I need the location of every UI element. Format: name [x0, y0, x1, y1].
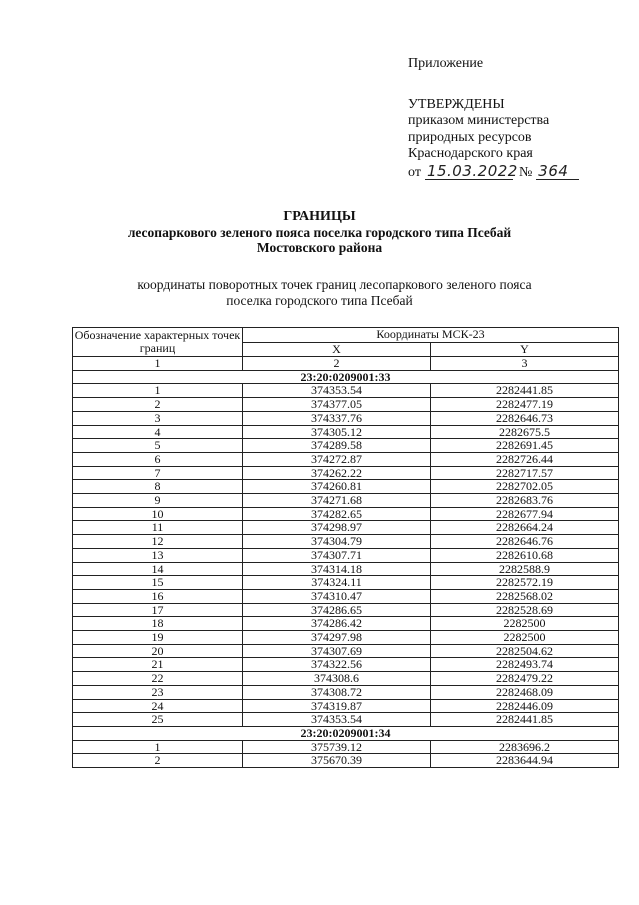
table-row	[73, 576, 619, 590]
table-row	[73, 740, 619, 754]
from-label: от	[408, 164, 421, 180]
x-coordinate-cell: 374314.18	[243, 562, 431, 576]
point-number-cell: 7	[73, 466, 243, 480]
point-number-cell: 20	[73, 644, 243, 658]
column-number: 2	[243, 357, 431, 371]
y-coordinate-cell: 2282572.19	[431, 576, 619, 590]
point-number-cell: 8	[73, 480, 243, 494]
point-number-cell: 2	[73, 754, 243, 768]
y-coordinate-cell: 2282568.02	[431, 589, 619, 603]
x-coordinate-cell: 374353.54	[243, 713, 431, 727]
table-row	[73, 411, 619, 425]
header-coordinates: Координаты МСК-23	[243, 328, 619, 343]
y-coordinate-cell: 2282677.94	[431, 507, 619, 521]
table-row	[73, 494, 619, 508]
y-coordinate-cell: 2282646.76	[431, 535, 619, 549]
document-subtitle	[0, 277, 639, 309]
x-coordinate-cell: 374289.58	[243, 439, 431, 453]
table-row	[73, 452, 619, 466]
header-x: X	[243, 342, 431, 357]
table-row	[73, 754, 619, 768]
header-row	[73, 328, 619, 343]
table-row	[73, 439, 619, 453]
y-coordinate-cell: 2282500	[431, 617, 619, 631]
x-coordinate-cell: 374307.69	[243, 644, 431, 658]
y-coordinate-cell: 2282717.57	[431, 466, 619, 480]
point-number-cell: 3	[73, 411, 243, 425]
x-coordinate-cell: 374297.98	[243, 631, 431, 645]
x-coordinate-cell: 374308.6	[243, 672, 431, 686]
point-number-cell: 19	[73, 631, 243, 645]
y-coordinate-cell: 2282726.44	[431, 452, 619, 466]
x-coordinate-cell: 374298.97	[243, 521, 431, 535]
y-coordinate-cell: 2282588.9	[431, 562, 619, 576]
x-coordinate-cell: 374319.87	[243, 699, 431, 713]
table-row	[73, 658, 619, 672]
y-coordinate-cell: 2282610.68	[431, 548, 619, 562]
coordinates-table	[72, 327, 619, 768]
order-line-1: приказом министерства	[408, 113, 550, 128]
point-number-cell: 15	[73, 576, 243, 590]
x-coordinate-cell: 374307.71	[243, 548, 431, 562]
point-number-cell: 18	[73, 617, 243, 631]
order-date: 15.03.2022	[426, 161, 518, 180]
y-coordinate-cell: 2282664.24	[431, 521, 619, 535]
table-row	[73, 631, 619, 645]
table-row	[73, 562, 619, 576]
y-coordinate-cell: 2282504.62	[431, 644, 619, 658]
x-coordinate-cell: 374286.42	[243, 617, 431, 631]
order-number: 364	[536, 163, 579, 181]
document-title	[0, 209, 639, 256]
column-number-row	[73, 357, 619, 371]
column-number: 3	[431, 357, 619, 371]
y-coordinate-cell: 2283696.2	[431, 740, 619, 754]
table-row	[73, 535, 619, 549]
subtitle-line-2: поселка городского типа Псебай	[226, 293, 413, 308]
section-cadastral-number: 23:20:0209001:34	[73, 726, 619, 740]
table-row	[73, 507, 619, 521]
x-coordinate-cell: 374337.76	[243, 411, 431, 425]
y-coordinate-cell: 2282702.05	[431, 480, 619, 494]
y-coordinate-cell: 2282477.19	[431, 398, 619, 412]
point-number-cell: 1	[73, 384, 243, 398]
x-coordinate-cell: 374271.68	[243, 494, 431, 508]
y-coordinate-cell: 2282683.76	[431, 494, 619, 508]
table-row	[73, 617, 619, 631]
title-line-3: Мостовского района	[256, 240, 383, 255]
x-coordinate-cell: 374353.54	[243, 384, 431, 398]
point-number-cell: 22	[73, 672, 243, 686]
section-row	[73, 726, 619, 740]
approved-label: УТВЕРЖДЕНЫ	[408, 96, 505, 112]
point-number-cell: 16	[73, 589, 243, 603]
table-row	[73, 699, 619, 713]
x-coordinate-cell: 374304.79	[243, 535, 431, 549]
table-row	[73, 685, 619, 699]
point-number-cell: 14	[73, 562, 243, 576]
point-number-cell: 25	[73, 713, 243, 727]
appendix-label: Приложение	[408, 56, 484, 71]
x-coordinate-cell: 374377.05	[243, 398, 431, 412]
point-number-cell: 9	[73, 494, 243, 508]
table-row	[73, 466, 619, 480]
point-number-cell: 13	[73, 548, 243, 562]
x-coordinate-cell: 374286.65	[243, 603, 431, 617]
table-row	[73, 713, 619, 727]
table-row	[73, 480, 619, 494]
table-row	[73, 603, 619, 617]
x-coordinate-cell: 374322.56	[243, 658, 431, 672]
point-number-cell: 21	[73, 658, 243, 672]
y-coordinate-cell: 2282493.74	[431, 658, 619, 672]
x-coordinate-cell: 374310.47	[243, 589, 431, 603]
x-coordinate-cell: 374262.22	[243, 466, 431, 480]
subtitle-line-1: координаты поворотных точек границ лесопаркового зеленого пояса	[137, 277, 532, 292]
point-number-cell: 2	[73, 398, 243, 412]
table-row	[73, 384, 619, 398]
y-coordinate-cell: 2282441.85	[431, 713, 619, 727]
table-row	[73, 521, 619, 535]
order-line-2: природных ресурсов	[408, 129, 532, 145]
point-number-cell: 1	[73, 740, 243, 754]
point-number-cell: 12	[73, 535, 243, 549]
y-coordinate-cell: 2282441.85	[431, 384, 619, 398]
header-point-designation: Обозначение характерных точек границ	[73, 328, 243, 357]
point-number-cell: 4	[73, 425, 243, 439]
point-number-cell: 24	[73, 699, 243, 713]
x-coordinate-cell: 375739.12	[243, 740, 431, 754]
point-number-cell: 10	[73, 507, 243, 521]
table-row	[73, 548, 619, 562]
point-number-cell: 11	[73, 521, 243, 535]
number-label: №	[518, 164, 533, 180]
section-row	[73, 370, 619, 384]
x-coordinate-cell: 374308.72	[243, 685, 431, 699]
x-coordinate-cell: 374282.65	[243, 507, 431, 521]
table-row	[73, 672, 619, 686]
table-row	[73, 425, 619, 439]
table-row	[73, 644, 619, 658]
y-coordinate-cell: 2282468.09	[431, 685, 619, 699]
y-coordinate-cell: 2283644.94	[431, 754, 619, 768]
y-coordinate-cell: 2282479.22	[431, 672, 619, 686]
y-coordinate-cell: 2282500	[431, 631, 619, 645]
point-number-cell: 23	[73, 685, 243, 699]
point-number-cell: 6	[73, 452, 243, 466]
x-coordinate-cell: 375670.39	[243, 754, 431, 768]
y-coordinate-cell: 2282675.5	[431, 425, 619, 439]
title-line-1: ГРАНИЦЫ	[283, 209, 356, 224]
x-coordinate-cell: 374324.11	[243, 576, 431, 590]
point-number-cell: 5	[73, 439, 243, 453]
table-row	[73, 398, 619, 412]
y-coordinate-cell: 2282691.45	[431, 439, 619, 453]
header-y: Y	[431, 342, 619, 357]
approval-block	[408, 56, 579, 181]
table-row	[73, 589, 619, 603]
order-date-number	[408, 163, 579, 182]
x-coordinate-cell: 374305.12	[243, 425, 431, 439]
order-line-3: Краснодарского края	[408, 146, 533, 161]
y-coordinate-cell: 2282528.69	[431, 603, 619, 617]
x-coordinate-cell: 374260.81	[243, 480, 431, 494]
point-number-cell: 17	[73, 603, 243, 617]
x-coordinate-cell: 374272.87	[243, 452, 431, 466]
y-coordinate-cell: 2282446.09	[431, 699, 619, 713]
y-coordinate-cell: 2282646.73	[431, 411, 619, 425]
column-number: 1	[73, 357, 243, 371]
title-line-2: лесопаркового зеленого пояса поселка городского типа Псебай	[127, 224, 512, 240]
section-cadastral-number: 23:20:0209001:33	[73, 370, 619, 384]
